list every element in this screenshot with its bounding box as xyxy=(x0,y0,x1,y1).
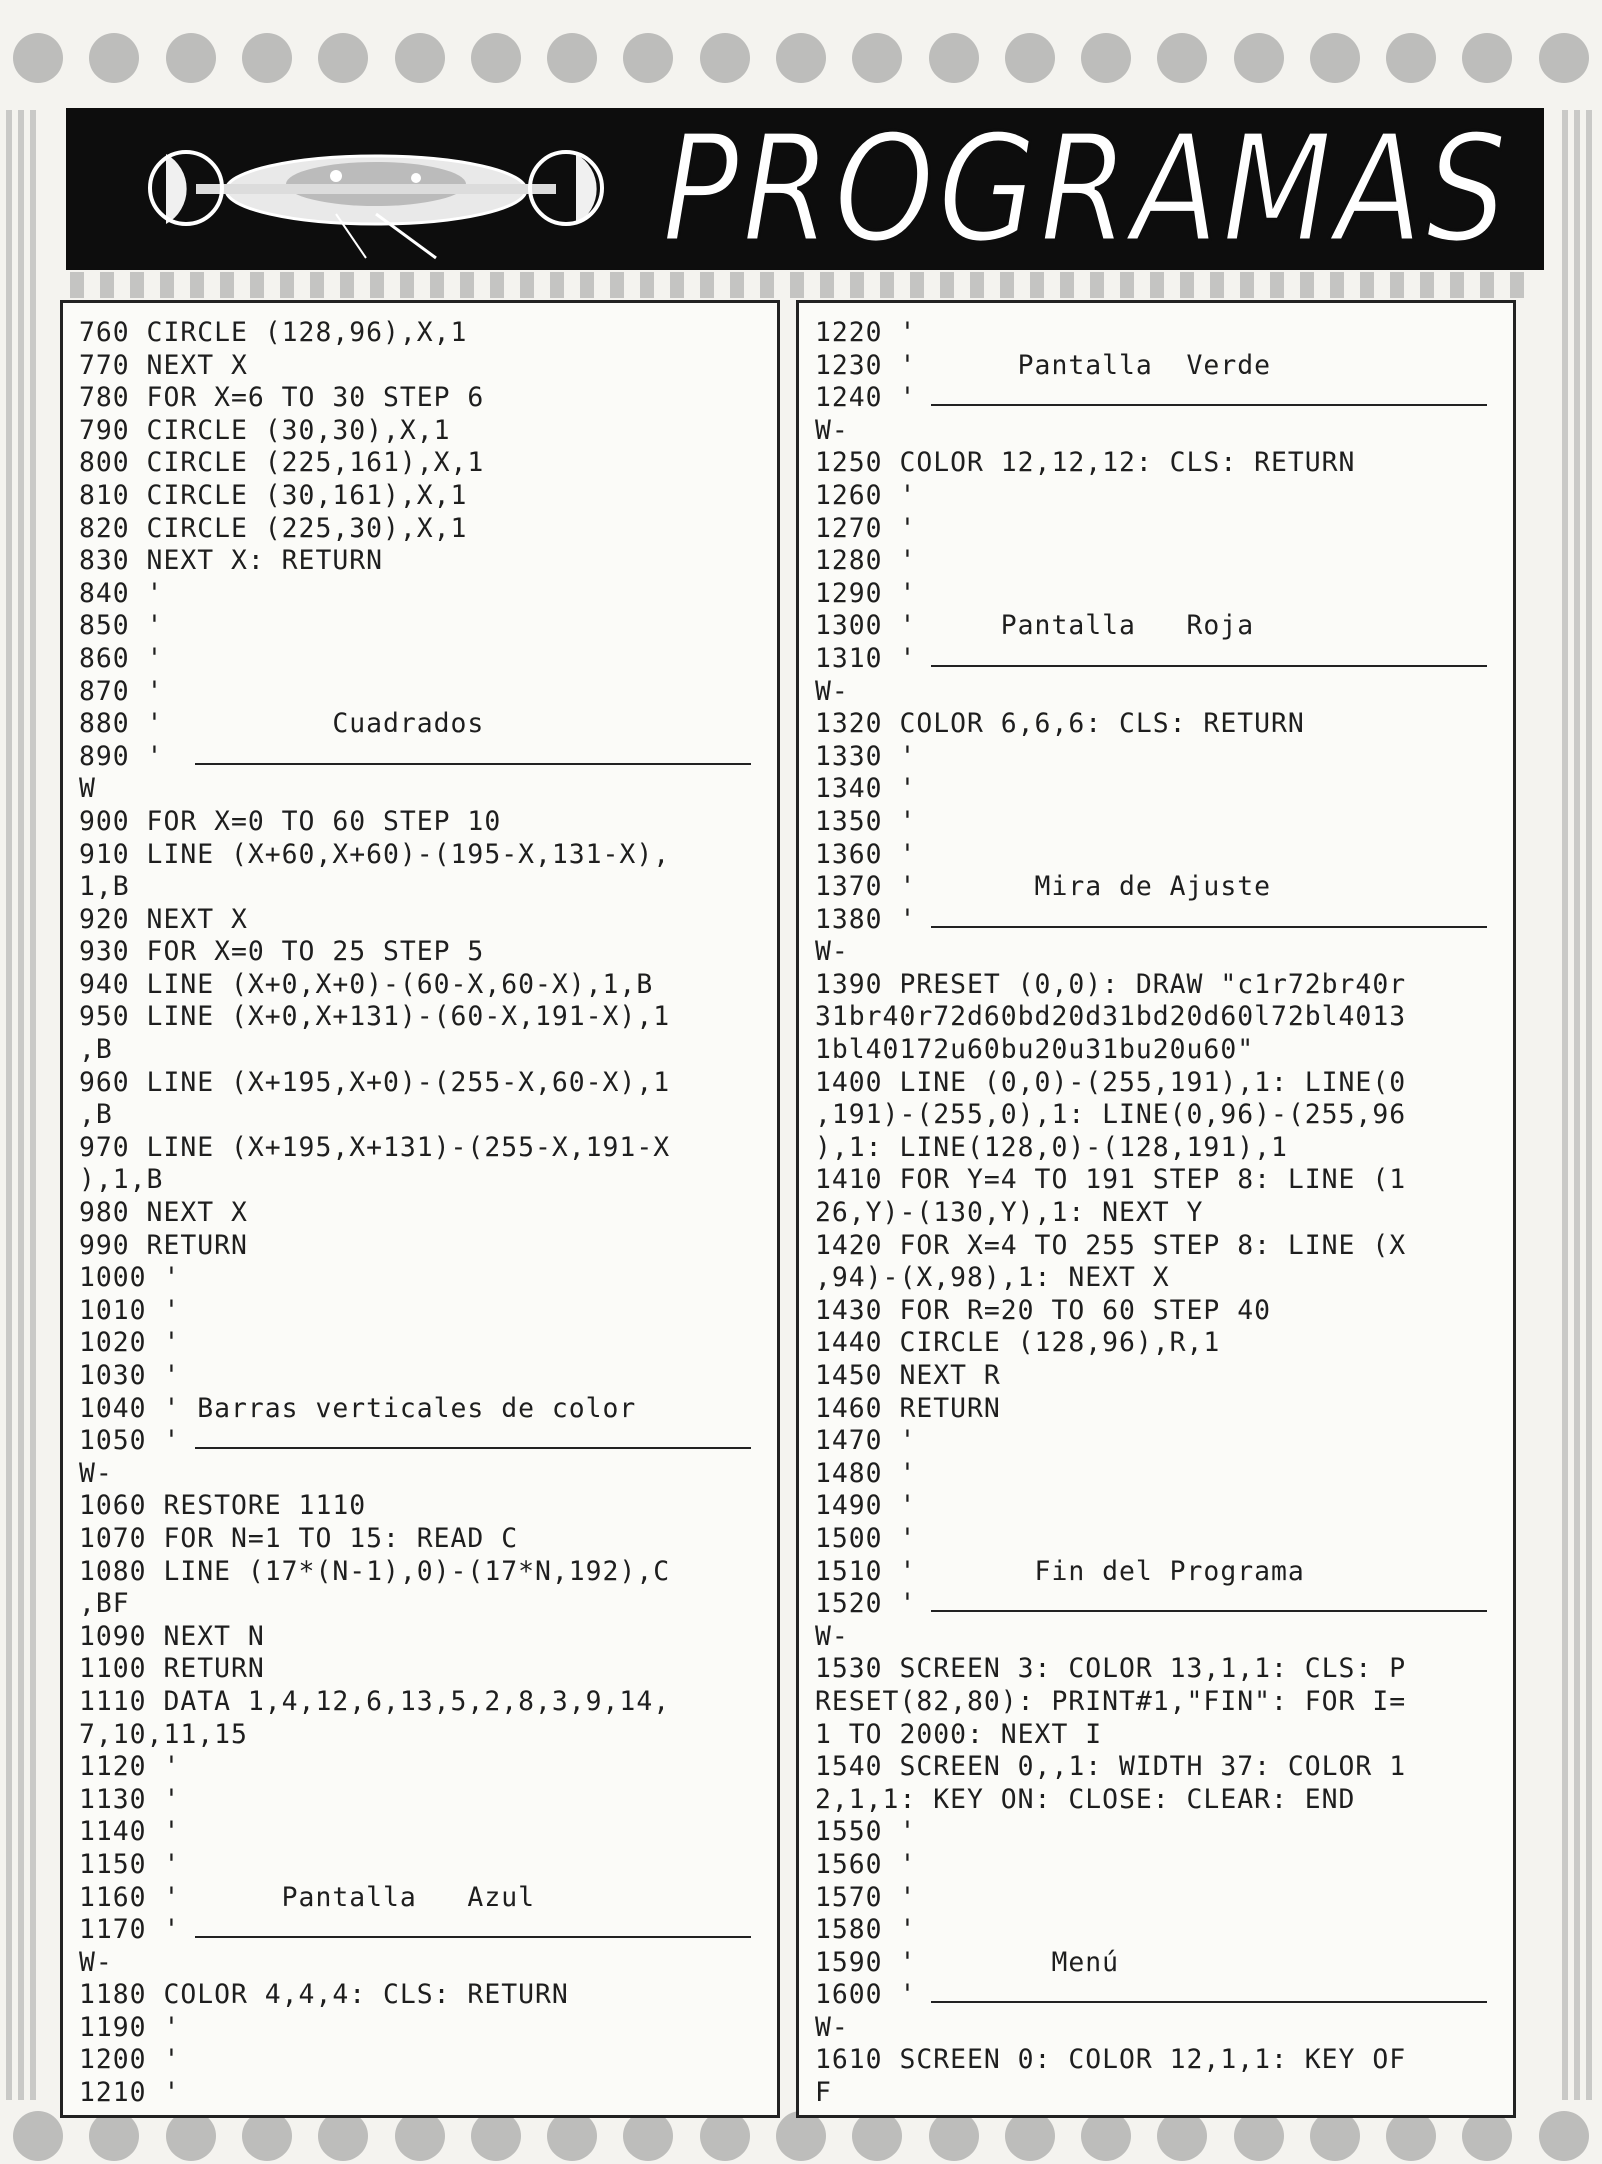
code-line: 1570 ' xyxy=(815,1881,917,1913)
code-line: 1130 ' xyxy=(79,1783,181,1815)
code-line: ,B xyxy=(79,1099,113,1131)
code-line: 26,Y)-(130,Y),1: NEXT Y xyxy=(815,1197,1204,1229)
code-line: ),1: LINE(128,0)-(128,191),1 xyxy=(815,1131,1288,1163)
separator-rule xyxy=(931,404,1487,406)
code-line: 1590 ' Menú xyxy=(815,1946,1119,1978)
code-line: 31br40r72d60bd20d31bd20d60l72bl4013 xyxy=(815,1001,1407,1033)
code-line: 1010 ' xyxy=(79,1294,181,1326)
code-line: 1030 ' xyxy=(79,1360,181,1391)
code-line: 960 LINE (X+195,X+0)-(255-X,60-X),1 xyxy=(79,1066,671,1098)
decor-dot xyxy=(395,33,445,83)
code-line: W- xyxy=(815,1620,849,1652)
code-line: 1410 FOR Y=4 TO 191 STEP 8: LINE (1 xyxy=(815,1164,1407,1196)
decor-dot xyxy=(242,33,292,83)
code-line: W- xyxy=(79,1457,113,1489)
code-line: W- xyxy=(79,1946,113,1978)
code-line: 1520 ' xyxy=(815,1588,1497,1621)
separator-rule xyxy=(195,1447,751,1449)
separator-rule xyxy=(195,763,751,765)
code-line: W- xyxy=(815,414,849,446)
code-line: 1340 ' xyxy=(815,773,917,805)
code-line: 1050 ' xyxy=(79,1425,761,1458)
code-line: 1380 ' xyxy=(815,904,1497,937)
code-line: 1150 ' xyxy=(79,1848,181,1880)
code-line: 1370 ' Mira de Ajuste xyxy=(815,871,1271,903)
top-dot-border xyxy=(0,30,1602,86)
decor-dot xyxy=(1386,2111,1436,2161)
code-line: 1350 ' xyxy=(815,805,917,837)
code-line: 760 CIRCLE (128,96),X,1 xyxy=(79,317,468,348)
code-line: 1470 ' xyxy=(815,1425,917,1457)
separator-rule xyxy=(931,1610,1487,1612)
code-line: 980 NEXT X xyxy=(79,1197,248,1229)
decor-dot xyxy=(1539,33,1589,83)
code-line: 1530 SCREEN 3: COLOR 13,1,1: CLS: P xyxy=(815,1653,1407,1685)
code-line: 1110 DATA 1,4,12,6,13,5,2,8,3,9,14, xyxy=(79,1685,671,1717)
code-line: 880 ' Cuadrados xyxy=(79,708,485,740)
code-line: 1210 ' xyxy=(79,2077,181,2109)
decor-dot xyxy=(1310,2111,1360,2161)
decor-dot xyxy=(1462,2111,1512,2161)
code-line: ,BF xyxy=(79,1588,130,1620)
code-line: 1420 FOR X=4 TO 255 STEP 8: LINE (X xyxy=(815,1229,1407,1261)
code-line: 1260 ' xyxy=(815,479,917,511)
code-line: 800 CIRCLE (225,161),X,1 xyxy=(79,447,485,479)
code-line: 1140 ' xyxy=(79,1816,181,1848)
code-line: 950 LINE (X+0,X+131)-(60-X,191-X),1 xyxy=(79,1001,671,1033)
code-line: 1540 SCREEN 0,,1: WIDTH 37: COLOR 1 xyxy=(815,1751,1407,1783)
code-line: W- xyxy=(815,675,849,707)
decor-dot xyxy=(1234,2111,1284,2161)
code-line: 910 LINE (X+60,X+60)-(195-X,131-X), xyxy=(79,838,671,870)
decor-dot xyxy=(242,2111,292,2161)
decor-dot xyxy=(1462,33,1512,83)
code-line: 1160 ' Pantalla Azul xyxy=(79,1881,535,1913)
stripe-band xyxy=(70,272,1540,298)
code-line: 1,B xyxy=(79,871,130,903)
code-line: RESET(82,80): PRINT#1,"FIN": FOR I= xyxy=(815,1685,1407,1717)
code-line: 780 FOR X=6 TO 30 STEP 6 xyxy=(79,382,485,414)
code-line: 1610 SCREEN 0: COLOR 12,1,1: KEY OF xyxy=(815,2044,1407,2076)
decor-dot xyxy=(1157,33,1207,83)
decor-dot xyxy=(700,33,750,83)
separator-rule xyxy=(931,926,1487,928)
code-line: 1bl40172u60bu20u31bu20u60" xyxy=(815,1034,1255,1066)
code-line: 1280 ' xyxy=(815,545,917,577)
code-line: 1250 COLOR 12,12,12: CLS: RETURN xyxy=(815,447,1356,479)
listing-column-right xyxy=(796,300,1516,2118)
code-line: 1440 CIRCLE (128,96),R,1 xyxy=(815,1327,1221,1359)
code-line: W- xyxy=(815,2011,849,2043)
decor-dot xyxy=(623,33,673,83)
code-line: 1290 ' xyxy=(815,577,917,609)
code-line: 1390 PRESET (0,0): DRAW "c1r72br40r xyxy=(815,968,1407,1000)
code-line: 1090 NEXT N xyxy=(79,1620,265,1652)
decor-dot xyxy=(776,33,826,83)
decor-dot xyxy=(318,2111,368,2161)
code-line: 790 CIRCLE (30,30),X,1 xyxy=(79,414,451,446)
code-line: 1550 ' xyxy=(815,1816,917,1848)
code-line: 1240 ' xyxy=(815,382,1497,415)
code-line: 1600 ' xyxy=(815,1979,1497,2012)
code-line: 1500 ' xyxy=(815,1522,917,1554)
code-line: 840 ' xyxy=(79,577,164,609)
code-line: 1430 FOR R=20 TO 60 STEP 40 xyxy=(815,1294,1271,1326)
code-line: 920 NEXT X xyxy=(79,903,248,935)
separator-rule xyxy=(195,1936,751,1938)
decor-dot xyxy=(13,2111,63,2161)
decor-dot xyxy=(1234,33,1284,83)
code-line: 1320 COLOR 6,6,6: CLS: RETURN xyxy=(815,708,1305,740)
code-line: ,B xyxy=(79,1034,113,1066)
code-line: 1310 ' xyxy=(815,643,1497,676)
code-line: 930 FOR X=0 TO 25 STEP 5 xyxy=(79,936,485,968)
code-line: 1230 ' Pantalla Verde xyxy=(815,349,1271,381)
code-line: 1330 ' xyxy=(815,740,917,772)
decor-dot xyxy=(471,33,521,83)
decor-dot xyxy=(1081,2111,1131,2161)
code-line: 860 ' xyxy=(79,642,164,674)
code-line: 1480 ' xyxy=(815,1457,917,1489)
right-stripe-border xyxy=(1562,110,1592,2100)
code-line: W- xyxy=(815,936,849,968)
code-line: 1060 RESTORE 1110 xyxy=(79,1490,367,1522)
decor-dot xyxy=(1310,33,1360,83)
code-line: 7,10,11,15 xyxy=(79,1718,248,1750)
code-line: 1460 RETURN xyxy=(815,1392,1001,1424)
code-line: 1 TO 2000: NEXT I xyxy=(815,1718,1103,1750)
decor-dot xyxy=(471,2111,521,2161)
code-line: 870 ' xyxy=(79,675,164,707)
code-line: 850 ' xyxy=(79,610,164,642)
left-stripe-border xyxy=(6,110,36,2100)
code-line: 1560 ' xyxy=(815,1848,917,1880)
decor-dot xyxy=(89,33,139,83)
separator-rule xyxy=(931,2001,1487,2003)
decor-dot xyxy=(1005,2111,1055,2161)
decor-dot xyxy=(1157,2111,1207,2161)
code-line: 1120 ' xyxy=(79,1751,181,1783)
code-line: 1170 ' xyxy=(79,1914,761,1947)
code-line: 1000 ' xyxy=(79,1262,181,1294)
separator-rule xyxy=(931,665,1487,667)
code-line: 830 NEXT X: RETURN xyxy=(79,545,383,577)
code-line: F xyxy=(815,2077,832,2109)
decor-dot xyxy=(395,2111,445,2161)
code-line: 1400 LINE (0,0)-(255,191),1: LINE(0 xyxy=(815,1066,1407,1098)
code-line: 1180 COLOR 4,4,4: CLS: RETURN xyxy=(79,1979,569,2011)
code-line: 1300 ' Pantalla Roja xyxy=(815,610,1255,642)
code-line: 1510 ' Fin del Programa xyxy=(815,1555,1305,1587)
code-line: 770 NEXT X xyxy=(79,349,248,381)
code-line: 2,1,1: KEY ON: CLOSE: CLEAR: END xyxy=(815,1783,1356,1815)
decor-dot xyxy=(1005,33,1055,83)
code-line: 1220 ' xyxy=(815,317,917,348)
decor-dot xyxy=(852,2111,902,2161)
code-line: 1200 ' xyxy=(79,2044,181,2076)
code-line: 1490 ' xyxy=(815,1490,917,1522)
listing-column-left xyxy=(60,300,780,2118)
code-line: 900 FOR X=0 TO 60 STEP 10 xyxy=(79,805,502,837)
code-line: 1080 LINE (17*(N-1),0)-(17*N,192),C xyxy=(79,1555,671,1587)
code-line: 1450 NEXT R xyxy=(815,1360,1001,1391)
code-line: W xyxy=(79,773,96,805)
decor-dot xyxy=(547,2111,597,2161)
decor-dot xyxy=(776,2111,826,2161)
code-line: 1270 ' xyxy=(815,512,917,544)
code-line: 1070 FOR N=1 TO 15: READ C xyxy=(79,1522,519,1554)
decor-dot xyxy=(89,2111,139,2161)
code-line: 940 LINE (X+0,X+0)-(60-X,60-X),1,B xyxy=(79,968,654,1000)
decor-dot xyxy=(700,2111,750,2161)
decor-dot xyxy=(1539,2111,1589,2161)
code-line: 890 ' xyxy=(79,741,761,774)
decor-dot xyxy=(547,33,597,83)
code-line: 1100 RETURN xyxy=(79,1653,265,1685)
decor-dot xyxy=(13,33,63,83)
spaceship-icon xyxy=(136,118,616,260)
code-line: ,191)-(255,0),1: LINE(0,96)-(255,96 xyxy=(815,1099,1407,1131)
decor-dot xyxy=(166,2111,216,2161)
code-line: 1360 ' xyxy=(815,838,917,870)
page-header xyxy=(66,108,1544,270)
code-line: 970 LINE (X+195,X+131)-(255-X,191-X xyxy=(79,1131,671,1163)
code-line: ,94)-(X,98),1: NEXT X xyxy=(815,1262,1170,1294)
code-line: 990 RETURN xyxy=(79,1229,248,1261)
decor-dot xyxy=(318,33,368,83)
code-line: 1040 ' Barras verticales de color xyxy=(79,1392,637,1424)
code-line: 1020 ' xyxy=(79,1327,181,1359)
code-line: 1580 ' xyxy=(815,1914,917,1946)
code-line: 820 CIRCLE (225,30),X,1 xyxy=(79,512,468,544)
code-line: ),1,B xyxy=(79,1164,164,1196)
decor-dot xyxy=(852,33,902,83)
decor-dot xyxy=(929,33,979,83)
decor-dot xyxy=(1386,33,1436,83)
page-title: PROGRAMAS xyxy=(661,108,1510,270)
code-line: 1190 ' xyxy=(79,2011,181,2043)
decor-dot xyxy=(623,2111,673,2161)
decor-dot xyxy=(1081,33,1131,83)
code-line: 810 CIRCLE (30,161),X,1 xyxy=(79,479,468,511)
decor-dot xyxy=(929,2111,979,2161)
decor-dot xyxy=(166,33,216,83)
